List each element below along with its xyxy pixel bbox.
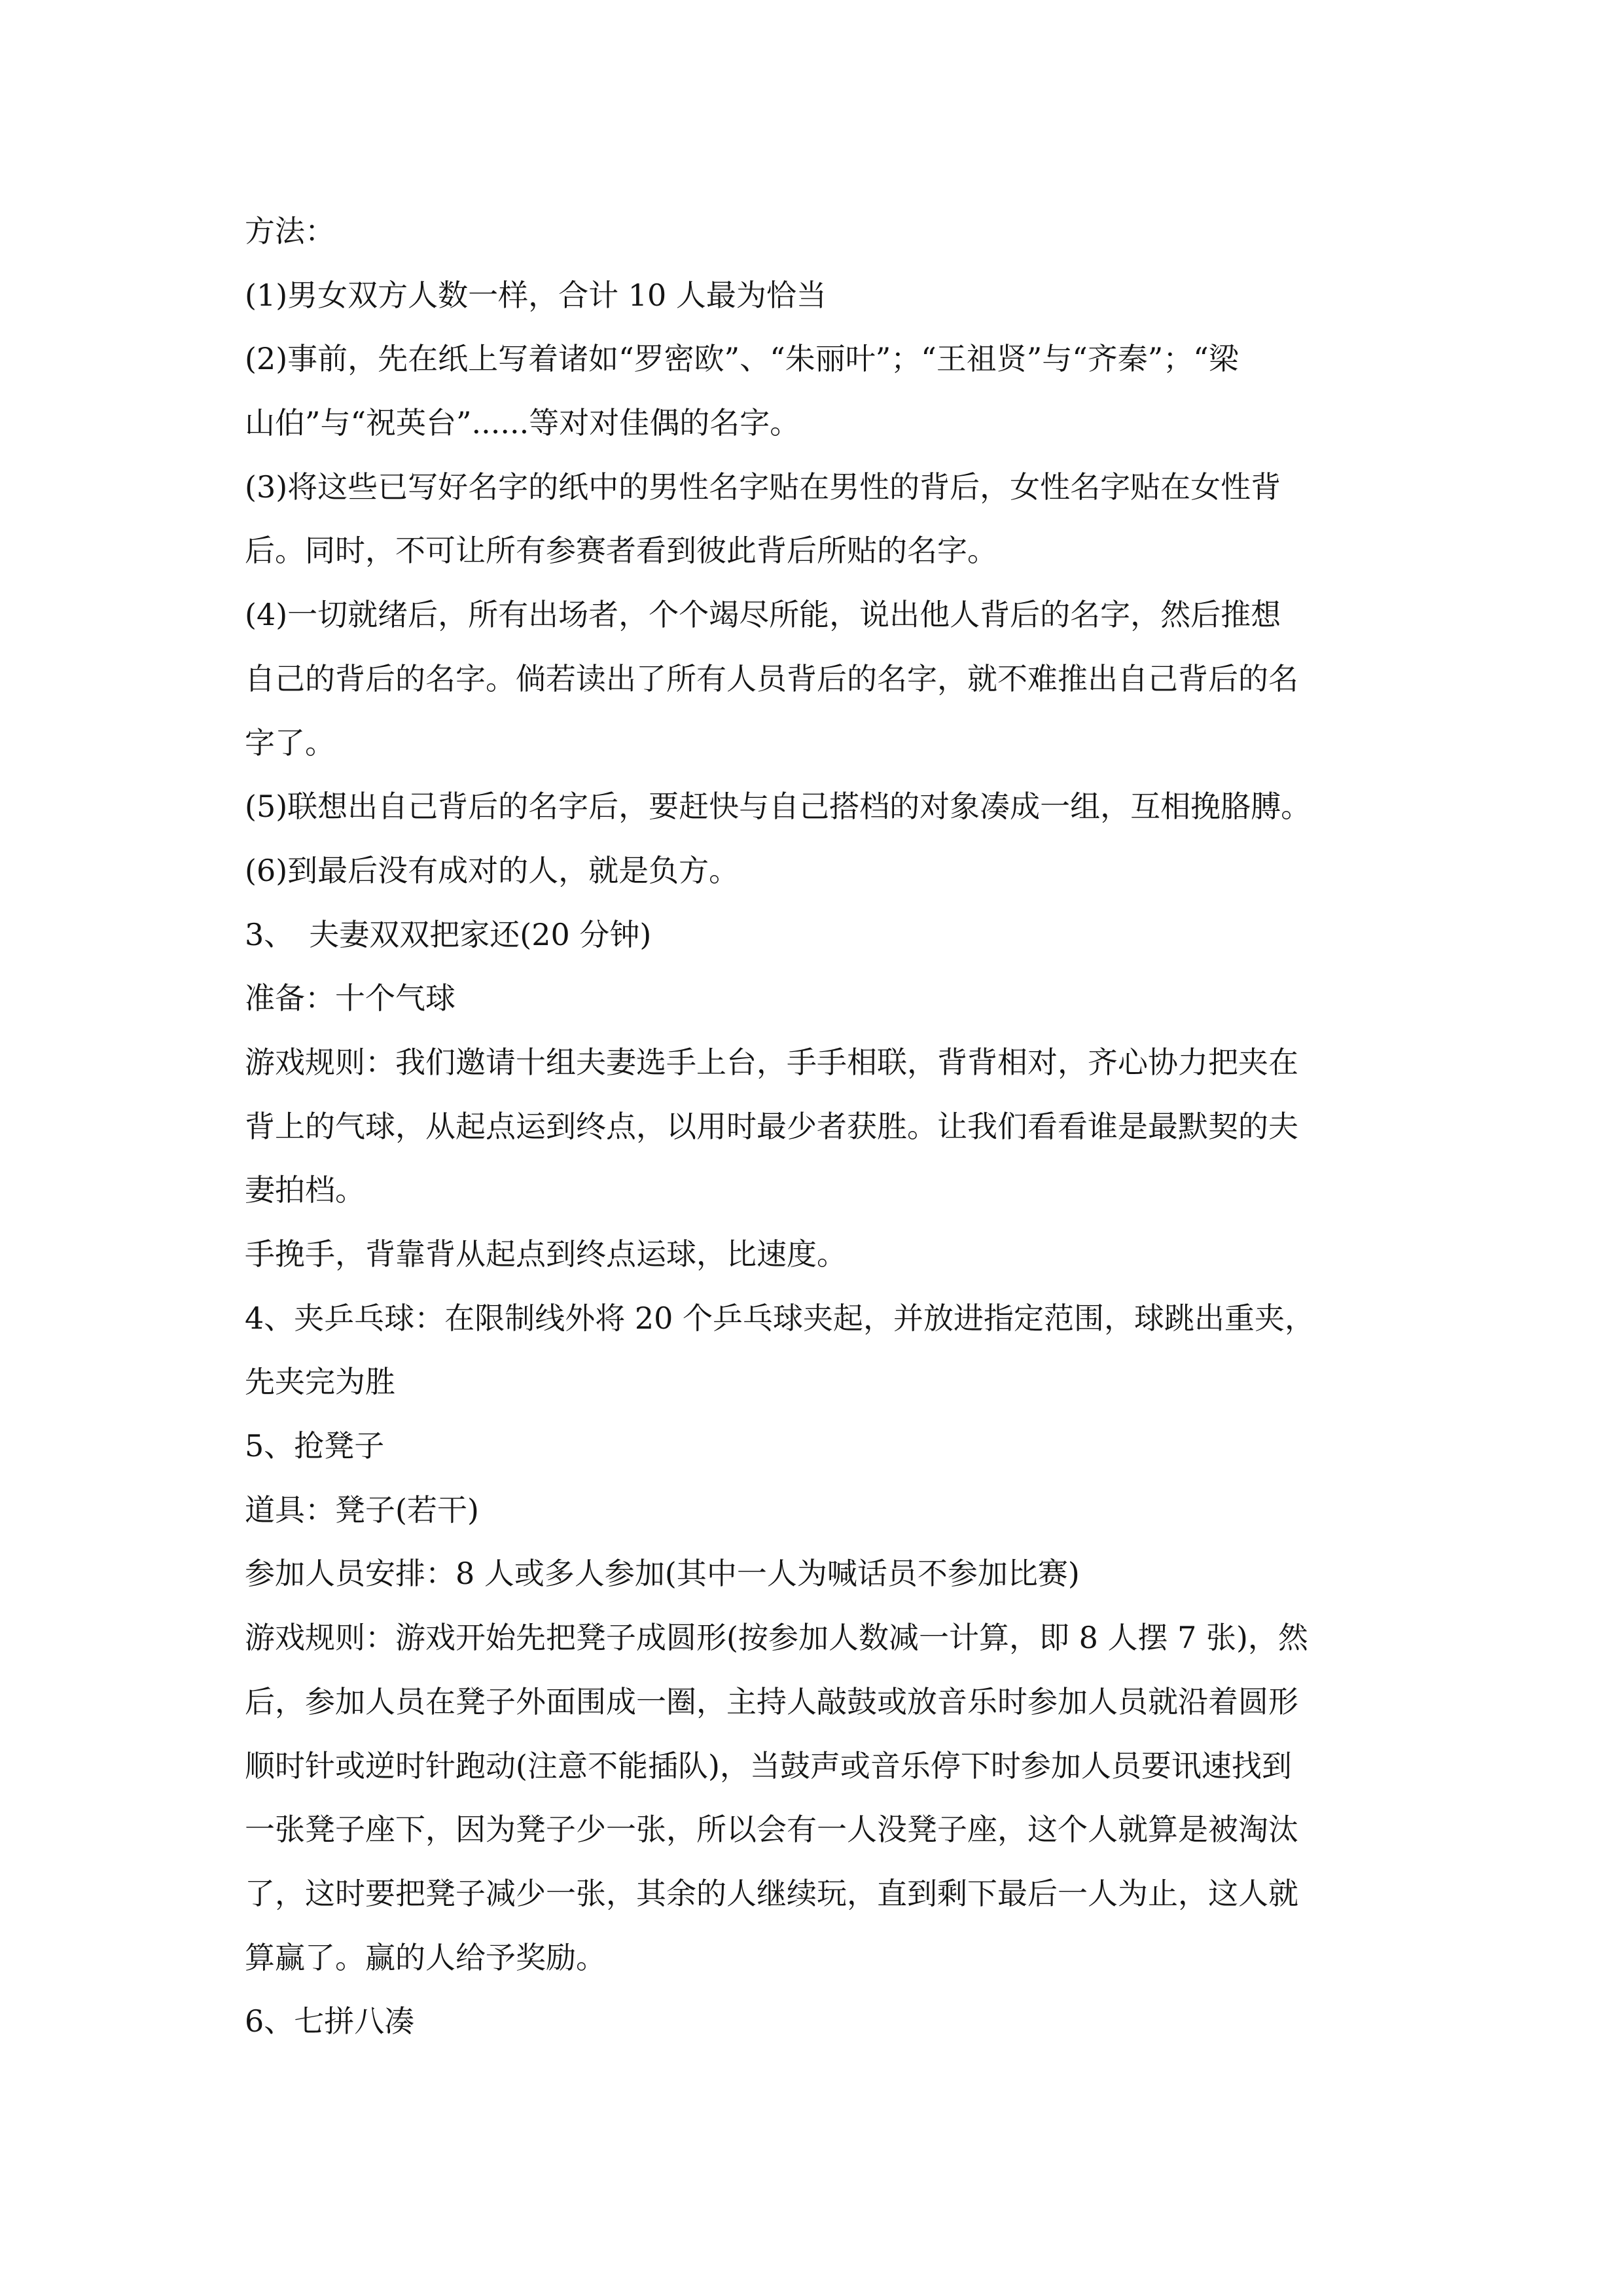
text-line: 字了。 xyxy=(245,725,335,761)
text-line: (3)将这些已写好名字的纸中的男性名字贴在男性的背后，女性名字贴在女性背 xyxy=(245,469,1281,505)
text-line: 背上的气球，从起点运到终点，以用时最少者获胜。让我们看看谁是最默契的夫 xyxy=(245,1108,1298,1144)
text-line: 算赢了。赢的人给予奖励。 xyxy=(245,1939,606,1975)
text-line: 一张凳子座下，因为凳子少一张，所以会有一人没凳子座，这个人就算是被淘汰 xyxy=(245,1812,1298,1848)
section-heading: 6、七拼八凑 xyxy=(245,2003,415,2039)
text-line: (5)联想出自己背后的名字后，要赶快与自己搭档的对象凑成一组，互相挽胳膊。 xyxy=(245,789,1311,825)
section-heading: 3、 夫妻双双把家还(20 分钟) xyxy=(245,916,652,952)
text-line: 妻拍档。 xyxy=(245,1172,365,1208)
text-line: (6)到最后没有成对的人，就是负方。 xyxy=(245,852,740,888)
text-line: 手挽手，背靠背从起点到终点运球，比速度。 xyxy=(245,1236,847,1272)
section-heading: 5、抢凳子 xyxy=(245,1428,385,1464)
text-line: 游戏规则：游戏开始先把凳子成圆形(按参加人数减一计算，即 8 人摆 7 张)，然 xyxy=(245,1620,1308,1656)
text-line: 山伯”与“祝英台”......等对对佳偶的名字。 xyxy=(245,405,800,441)
text-line: 自己的背后的名字。倘若读出了所有人员背后的名字，就不难推出自己背后的名 xyxy=(245,660,1298,696)
text-line: 道具：凳子(若干) xyxy=(245,1492,479,1528)
text-line: 后，参加人员在凳子外面围成一圈，主持人敲鼓或放音乐时参加人员就沿着圆形 xyxy=(245,1683,1298,1719)
text-line: (1)男女双方人数一样，合计 10 人最为恰当 xyxy=(245,277,827,313)
text-line: 后。同时，不可让所有参赛者看到彼此背后所贴的名字。 xyxy=(245,533,997,569)
document-body xyxy=(245,200,1397,2054)
text-line: 参加人员安排：8 人或多人参加(其中一人为喊话员不参加比赛) xyxy=(245,1556,1080,1592)
text-line: 游戏规则：我们邀请十组夫妻选手上台，手手相联，背背相对，齐心协力把夹在 xyxy=(245,1044,1298,1080)
text-line: 先夹完为胜 xyxy=(245,1364,395,1400)
text-line: (4)一切就绪后，所有出场者，个个竭尽所能，说出他人背后的名字，然后推想 xyxy=(245,597,1281,633)
text-line: 了，这时要把凳子减少一张，其余的人继续玩，直到剩下最后一人为止，这人就 xyxy=(245,1875,1298,1911)
text-line: 准备：十个气球 xyxy=(245,980,455,1016)
text-line: 顺时针或逆时针跑动(注意不能插队)，当鼓声或音乐停下时参加人员要讯速找到 xyxy=(245,1748,1292,1784)
text-line: 方法： xyxy=(245,213,335,249)
section-heading: 4、夹乒乓球：在限制线外将 20 个乒乓球夹起，并放进指定范围，球跳出重夹， xyxy=(245,1300,1315,1336)
text-line: (2)事前，先在纸上写着诸如“罗密欧”、“朱丽叶”；“王祖贤”与“齐秦”；“梁 xyxy=(245,341,1239,377)
